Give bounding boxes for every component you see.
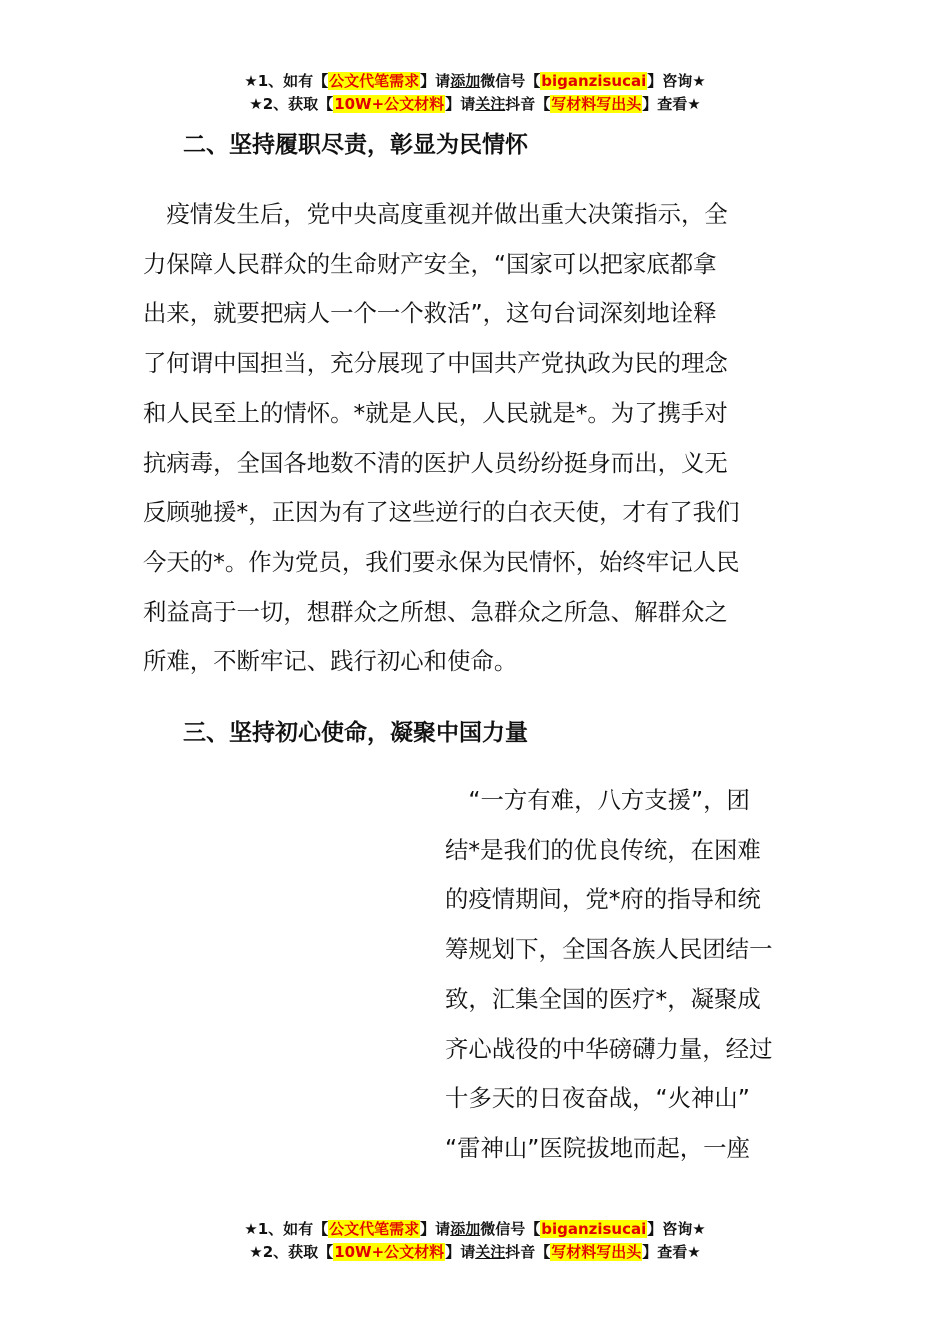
section-heading-2: 二、坚持履职尽责，彰显为民情怀 — [183, 132, 528, 158]
paragraph-line: “一方有难，八方支援”，团 — [445, 786, 750, 814]
banner-line-2: ★2、获取【10W+公文材料】请关注抖音【写材料写出头】查看★ — [249, 1243, 701, 1261]
highlight-wechat-id: biganzisucai — [541, 1220, 647, 1238]
highlight-materials: 10W+公文材料 — [334, 95, 445, 113]
highlight-douyin-id: 写材料写出头 — [551, 1243, 642, 1261]
highlight-douyin-id: 写材料写出头 — [551, 95, 642, 113]
paragraph-line: 和人民至上的情怀。*就是人民，人民就是*。为了携手对 — [143, 398, 728, 427]
paragraph-line: 十多天的日夜奋战，“火神山” — [445, 1084, 750, 1113]
footer-banner — [0, 1218, 950, 1264]
banner-line-1: ★1、如有【公文代笔需求】请添加微信号【biganzisucai】咨询★ — [244, 72, 706, 90]
section-2-paragraph — [143, 190, 823, 687]
banner-line-1: ★1、如有【公文代笔需求】请添加微信号【biganzisucai】咨询★ — [244, 1220, 706, 1238]
paragraph-line: “雷神山”医院拔地而起，一座 — [445, 1133, 750, 1162]
highlight-materials: 10W+公文材料 — [334, 1243, 445, 1261]
paragraph-line: 致，汇集全国的医疗*，凝聚成 — [445, 984, 761, 1013]
paragraph-line: 疫情发生后，党中央高度重视并做出重大决策指示，全 — [143, 200, 728, 228]
paragraph-line: 反顾驰援*，正因为有了这些逆行的白衣天使，才有了我们 — [143, 498, 740, 527]
paragraph-line: 利益高于一切，想群众之所想、急群众之所急、解群众之 — [143, 597, 728, 626]
paragraph-line: 出来，就要把病人一个一个救活”，这句台词深刻地诠释 — [143, 299, 717, 328]
paragraph-line: 抗病毒，全国各地数不清的医护人员纷纷挺身而出，义无 — [143, 448, 728, 477]
highlight-wechat-id: biganzisucai — [541, 72, 647, 90]
highlight-service: 公文代笔需求 — [329, 1220, 420, 1238]
banner-line-2: ★2、获取【10W+公文材料】请关注抖音【写材料写出头】查看★ — [249, 95, 701, 113]
paragraph-line: 所难，不断牢记、践行初心和使命。 — [143, 647, 518, 676]
section-heading-3: 三、坚持初心使命，凝聚中国力量 — [183, 720, 528, 746]
paragraph-line: 齐心战役的中华磅礴力量，经过 — [445, 1034, 773, 1063]
paragraph-line: 的疫情期间，党*府的指导和统 — [445, 885, 761, 914]
paragraph-line: 力保障人民群众的生命财产安全，“国家可以把家底都拿 — [143, 249, 717, 278]
paragraph-line: 了何谓中国担当，充分展现了中国共产党执政为民的理念 — [143, 349, 728, 378]
highlight-service: 公文代笔需求 — [329, 72, 420, 90]
paragraph-line: 今天的*。作为党员，我们要永保为民情怀，始终牢记人民 — [143, 547, 740, 576]
paragraph-line: 结*是我们的优良传统，在困难 — [445, 835, 761, 864]
section-3-paragraph — [445, 776, 825, 1174]
paragraph-line: 筹规划下，全国各族人民团结一 — [445, 935, 773, 964]
header-banner — [0, 70, 950, 116]
